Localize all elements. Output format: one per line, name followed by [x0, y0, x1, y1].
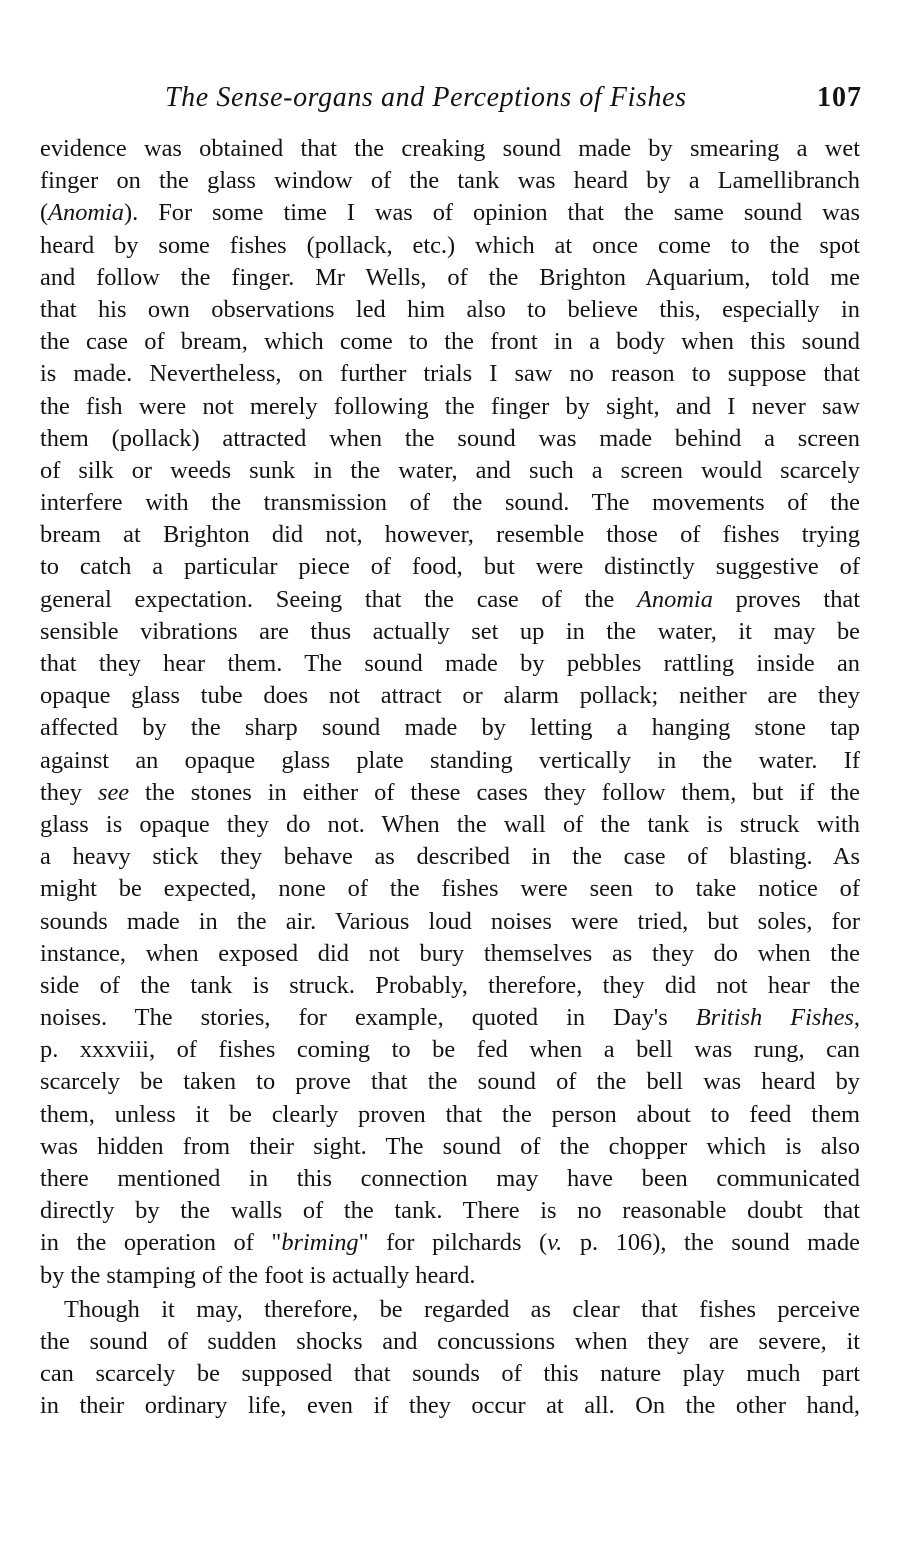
text-line: to catch a particular piece of food, but were distinctly suggestive of [40, 553, 860, 581]
running-head [40, 78, 862, 118]
text-line: sensible vibrations are thus actually set up in the water, it may be [40, 617, 860, 645]
body-text [40, 133, 860, 1423]
text-line: noises. The stories, for example, quoted in Day's British Fishes, [40, 1004, 860, 1032]
text-line: the case of bream, which come to the front in a body when this sound [40, 328, 860, 356]
text-line: was hidden from their sight. The sound of the chopper which is also [40, 1132, 860, 1160]
text-line: (Anomia). For some time I was of opinion that the same sound was [40, 199, 860, 227]
text-line: the fish were not merely following the finger by sight, and I never saw [40, 392, 860, 420]
text-line: interfere with the transmission of the sound. The movements of the [40, 489, 860, 517]
text-line: they see the stones in either of these cases they follow them, but if the [40, 778, 860, 806]
running-title: The Sense-organs and Perceptions of Fishes [165, 82, 687, 113]
text-line: can scarcely be supposed that sounds of this nature play much part [40, 1360, 860, 1388]
text-line: general expectation. Seeing that the case of the Anomia proves that [40, 585, 860, 613]
text-line: a heavy stick they behave as described in the case of blasting. As [40, 843, 860, 871]
text-line: that they hear them. The sound made by pebbles rattling inside an [40, 650, 860, 677]
text-line: them, unless it be clearly proven that the person about to feed them [40, 1100, 860, 1128]
text-line: directly by the walls of the tank. There is no reasonable doubt that [40, 1197, 860, 1225]
text-line: in their ordinary life, even if they occur at all. On the other hand, [40, 1392, 860, 1420]
text-line: that his own observations led him also to believe this, especially in [40, 295, 860, 323]
text-line: heard by some fishes (pollack, etc.) which at once come to the spot [40, 231, 860, 259]
text-line: them (pollack) attracted when the sound was made behind a screen [40, 424, 860, 452]
text-line: against an opaque glass plate standing vertically in the water. If [40, 746, 860, 774]
paragraph-1 [40, 133, 860, 1292]
text-line: opaque glass tube does not attract or alarm pollack; neither are they [40, 682, 860, 710]
text-line: glass is opaque they do not. When the wall of the tank is struck with [40, 810, 860, 838]
text-line: bream at Brighton did not, however, resemble those of fishes trying [40, 521, 860, 549]
text-line: instance, when exposed did not bury themselves as they do when the [40, 939, 860, 967]
text-line: evidence was obtained that the creaking sound made by smearing a wet [40, 135, 860, 162]
text-line: is made. Nevertheless, on further trials I saw no reason to suppose that [40, 360, 860, 388]
text-line: scarcely be taken to prove that the sound of the bell was heard by [40, 1068, 860, 1096]
text-line: Though it may, therefore, be regarded as clear that fishes perceive [64, 1295, 860, 1323]
paragraph-2 [40, 1294, 860, 1423]
text-line: affected by the sharp sound made by letting a hanging stone tap [40, 714, 860, 742]
text-line: the sound of sudden shocks and concussions when they are severe, it [40, 1327, 860, 1355]
text-line: finger on the glass window of the tank was heard by a Lamellibranch [40, 167, 860, 195]
text-line: sounds made in the air. Various loud noises were tried, but soles, for [40, 907, 860, 935]
text-line: and follow the finger. Mr Wells, of the Brighton Aquarium, told me [40, 263, 860, 291]
text-line: of silk or weeds sunk in the water, and such a screen would scarcely [40, 456, 860, 484]
text-line: side of the tank is struck. Probably, therefore, they did not hear the [40, 971, 860, 999]
text-line: by the stamping of the foot is actually heard. [40, 1261, 476, 1289]
text-line: in the operation of "briming" for pilchards (v. p. 106), the sound made [40, 1229, 860, 1257]
text-line: might be expected, none of the fishes were seen to take notice of [40, 875, 860, 903]
page-number: 107 [817, 82, 862, 113]
text-line: there mentioned in this connection may have been communicated [40, 1165, 860, 1192]
text-line: p. xxxviii, of fishes coming to be fed when a bell was rung, can [40, 1036, 860, 1064]
